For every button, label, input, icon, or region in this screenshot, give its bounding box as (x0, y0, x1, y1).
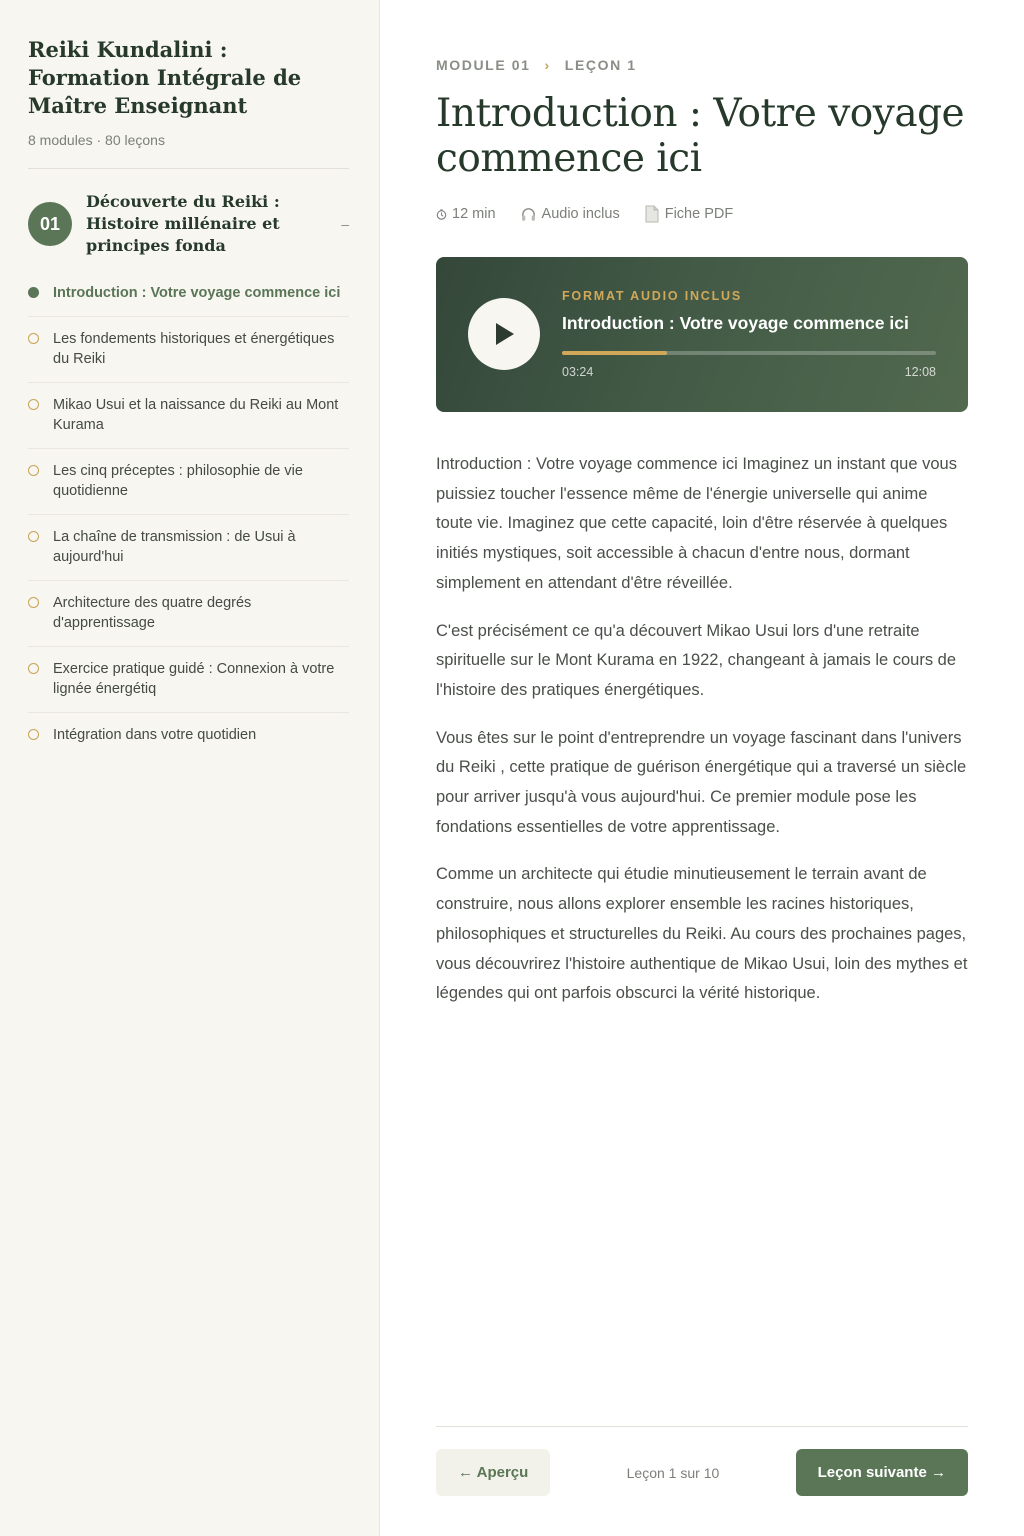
lesson-status-icon (28, 663, 39, 674)
collapse-icon[interactable]: – (341, 216, 349, 232)
lesson-status-icon (28, 465, 39, 476)
lesson-label: Les fondements historiques et énergétiques du Reiki (53, 330, 335, 367)
headphones-icon (520, 206, 537, 223)
current-time: 03:24 (562, 365, 594, 379)
sidebar-divider (28, 168, 349, 169)
lesson-item[interactable] (28, 647, 349, 713)
lesson-main (436, 0, 968, 1536)
module-title: Découverte du Reiki : Histoire millénaire et principes fonda (86, 192, 280, 255)
page-title: Introduction : Votre voyage commence ici (436, 91, 965, 181)
total-time: 12:08 (904, 365, 936, 379)
lesson-label: Introduction : Votre voyage commence ici (53, 285, 341, 301)
breadcrumb-module[interactable]: MODULE 01 (436, 57, 531, 73)
lesson-pager: Leçon 1 sur 10 (626, 1464, 720, 1481)
lesson-status-icon (28, 399, 39, 410)
lesson-label: Mikao Usui et la naissance du Reiki au Mont Kurama (53, 396, 339, 433)
previous-button[interactable]: ← Aperçu (436, 1449, 550, 1496)
lesson-label: Architecture des quatre degrés d'apprentissage (53, 594, 252, 631)
play-icon (492, 321, 516, 347)
lesson-item[interactable] (28, 271, 349, 317)
module-header[interactable] (28, 191, 349, 271)
pdf-meta[interactable] (644, 205, 734, 223)
chevron-right-icon: › (544, 57, 551, 73)
breadcrumb-lesson: LEÇON 1 (564, 57, 637, 73)
audio-title: Introduction : Votre voyage commence ici (562, 313, 909, 333)
lesson-status-icon (28, 333, 39, 344)
lesson-status-icon (28, 531, 39, 542)
lesson-label: Intégration dans votre quotidien (53, 726, 257, 743)
lesson-status-icon (28, 597, 39, 608)
lesson-label: Les cinq préceptes : philosophie de vie quotidienne (53, 462, 303, 499)
audio-meta (520, 206, 620, 223)
lesson-status-icon (28, 287, 39, 298)
module-number-badge: 01 (28, 202, 72, 246)
course-title: Reiki Kundalini : Formation Intégrale de Maître Enseignant (28, 37, 302, 118)
pdf-text: Fiche PDF (664, 206, 734, 222)
lesson-item[interactable] (28, 383, 349, 449)
lesson-footer (436, 1426, 968, 1496)
duration-text: 12 min (452, 206, 496, 222)
lesson-meta (436, 205, 968, 223)
breadcrumb (436, 57, 968, 73)
content-paragraph: C'est précisément ce qu'a découvert Mikao Usui lors d'une retraite spirituelle sur le Mont Kurama en 1922, changeant à jamais le cours de l'histoire des pratiques énergétiques. (436, 621, 957, 699)
audio-text: Audio inclus (541, 206, 620, 222)
lesson-list (28, 271, 349, 757)
content-paragraph: Comme un architecte qui étudie minutieusement le terrain avant de construire, nous allons explorer ensemble les racines historiques, philosophiques et structurelles du Reiki. Au cours des prochaines pages, vous découvrirez l'histoire authentique de Mikao Usui, loin des mythes et légendes qui ont parfois obscurci la vérité historique. (436, 865, 968, 1003)
course-meta: 8 modules · 80 leçons (28, 132, 165, 148)
audio-progress-bar[interactable] (562, 351, 936, 355)
lesson-item[interactable] (28, 317, 349, 383)
play-button[interactable] (468, 298, 540, 370)
document-icon (644, 205, 660, 223)
lesson-label: La chaîne de transmission : de Usui à aujourd'hui (53, 528, 296, 565)
lesson-item[interactable] (28, 581, 349, 647)
audio-progress-fill (562, 351, 667, 355)
clock-icon (436, 209, 447, 220)
audio-format-tag: FORMAT AUDIO INCLUS (562, 289, 743, 303)
content-paragraph: Introduction : Votre voyage commence ici Imaginez un instant que vous puissiez toucher l'essence même de l'énergie universelle qui anime toute vie. Imaginez que cette capacité, loin d'être réservée à quelques initiés mystiques, soit accessible à chacun d'entre nous, dormant simplement en attendant d'être réveillée. (436, 455, 957, 592)
next-lesson-button[interactable]: Leçon suivante → (796, 1449, 968, 1496)
lesson-item[interactable] (28, 449, 349, 515)
lesson-status-icon (28, 729, 39, 740)
lesson-item[interactable] (28, 713, 349, 758)
audio-player (436, 257, 968, 412)
lesson-label: Exercice pratique guidé : Connexion à votre lignée énergétiq (53, 660, 335, 697)
duration-meta (436, 206, 496, 222)
lesson-item[interactable] (28, 515, 349, 581)
lesson-content (436, 450, 968, 1009)
course-sidebar (0, 0, 380, 1536)
content-paragraph: Vous êtes sur le point d'entreprendre un voyage fascinant dans l'univers du Reiki , cette pratique de guérison énergétique qui a traversé un siècle pour arriver jusqu'à vous aujourd'hui. Ce premier module pose les fondations essentielles de votre apprentissage. (436, 728, 967, 836)
